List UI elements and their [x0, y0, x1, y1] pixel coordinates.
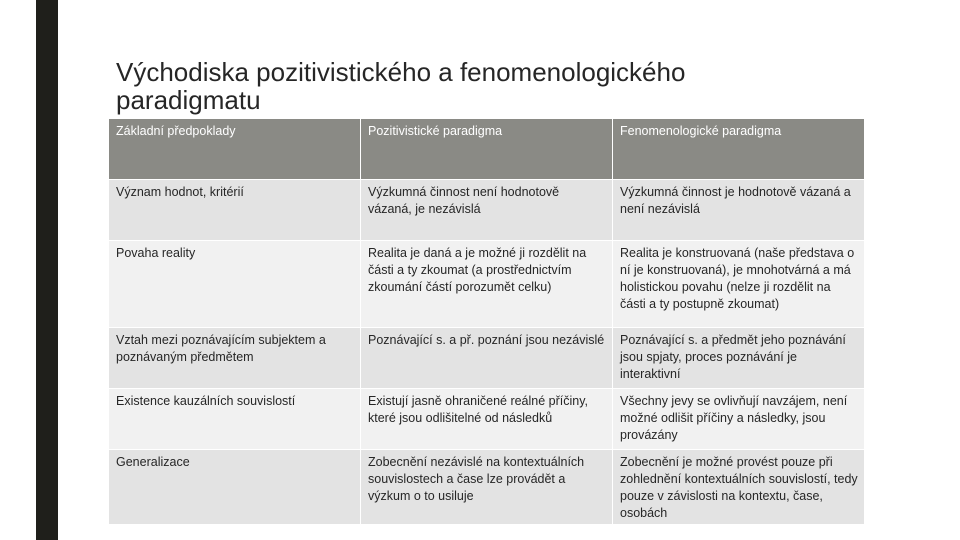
positivist-cell: Výzkumná činnost není hodnotově vázaná, je nezávislá [361, 180, 613, 241]
positivist-cell: Zobecnění nezávislé na kontextuálních souvislostech a čase lze provádět a výzkum o to usiluje [361, 450, 613, 525]
row-label: Význam hodnot, kritérií [109, 180, 361, 241]
phenomenological-cell: Zobecnění je možné provést pouze při zohlednění kontextuálních souvislostí, tedy pouze v závislosti na kontextu, čase, osobách [613, 450, 865, 525]
table-row [109, 180, 865, 241]
phenomenological-cell: Výzkumná činnost je hodnotově vázaná a není nezávislá [613, 180, 865, 241]
header-positivist: Pozitivistické paradigma [361, 119, 613, 180]
table-row [109, 389, 865, 450]
paradigm-comparison-table [108, 118, 865, 525]
table-row [109, 241, 865, 328]
row-label: Povaha reality [109, 241, 361, 328]
decorative-side-bar [36, 0, 58, 540]
row-label: Generalizace [109, 450, 361, 525]
phenomenological-cell: Poznávající s. a předmět jeho poznávání jsou spjaty, proces poznávání je interaktivní [613, 328, 865, 389]
positivist-cell: Existují jasně ohraničené reálné příčiny, které jsou odlišitelné od následků [361, 389, 613, 450]
table-row [109, 450, 865, 525]
header-assumptions: Základní předpoklady [109, 119, 361, 180]
slide-title: Východiska pozitivistického a fenomenologického paradigmatu [116, 57, 686, 115]
phenomenological-cell: Všechny jevy se ovlivňují navzájem, není možné odlišit příčiny a následky, jsou provázány [613, 389, 865, 450]
row-label: Existence kauzálních souvislostí [109, 389, 361, 450]
header-phenomenological: Fenomenologické paradigma [613, 119, 865, 180]
positivist-cell: Poznávající s. a př. poznání jsou nezávislé [361, 328, 613, 389]
table-row [109, 328, 865, 389]
table-header-row [109, 119, 865, 180]
phenomenological-cell: Realita je konstruovaná (naše představa o ní je konstruovaná), je mnohotvárná a má holistickou povahu (nelze ji rozdělit na části a ty postupně zkoumat) [613, 241, 865, 328]
row-label: Vztah mezi poznávajícím subjektem a poznávaným předmětem [109, 328, 361, 389]
positivist-cell: Realita je daná a je možné ji rozdělit na části a ty zkoumat (a prostřednictvím zkoumání částí porozumět celku) [361, 241, 613, 328]
